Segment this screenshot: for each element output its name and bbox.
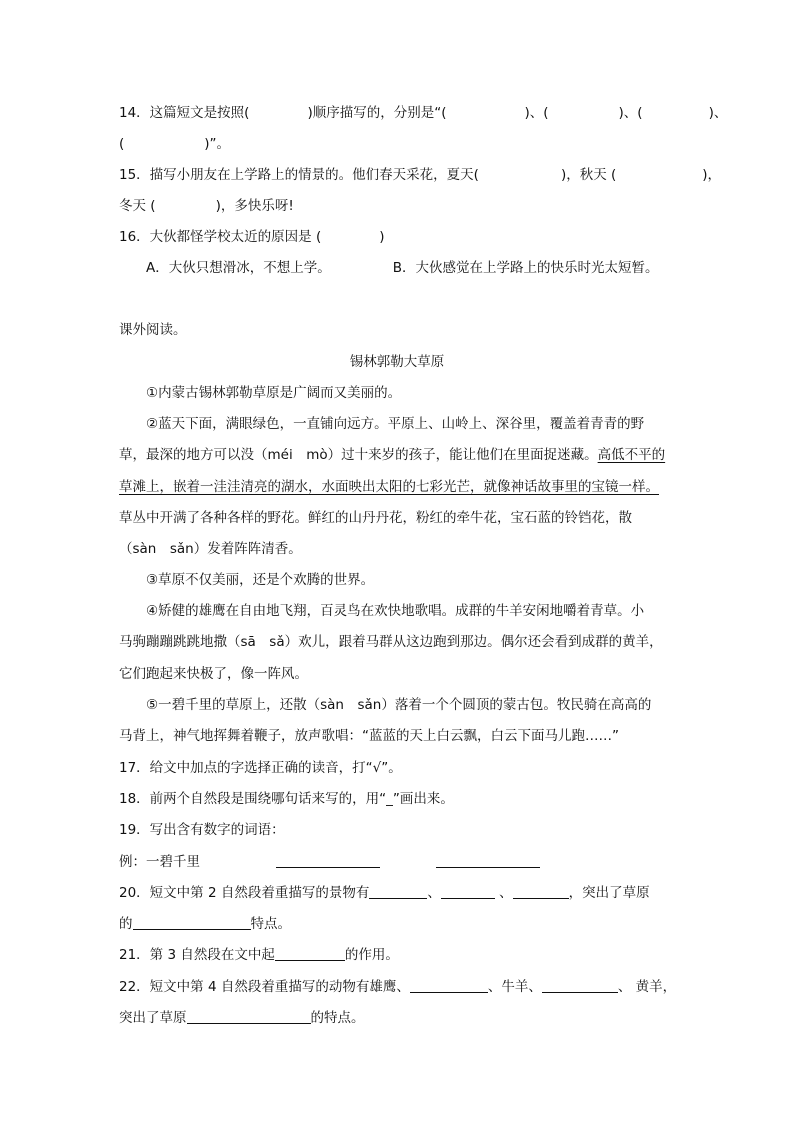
paragraph-1: ①内蒙古锡林郭勒草原是广阔而又美丽的。 — [146, 385, 402, 401]
paragraph-4-line-1: ④矫健的雄鹰在自由地飞翔，百灵鸟在欢快地歌唱。成群的牛羊安闲地嚼着青草。小 — [146, 603, 645, 619]
paragraph-5-line-1: ⑤一碧千里的草原上，还散（sàn sǎn）落着一个个圆顶的蒙古包。牧民骑在高高的 — [146, 697, 652, 713]
question-18: 18．前两个自然段是围绕哪句话来写的，用“_”画出来。 — [119, 791, 454, 807]
section-title: 课外阅读。 — [119, 322, 187, 338]
answer-blank-19-2[interactable] — [436, 853, 540, 868]
question-16-options — [146, 258, 659, 278]
paragraph-2-line-2: 草，最深的地方可以没（méi mò）过十来岁的孩子，能让他们在里面捉迷藏。高低不平的 — [119, 447, 666, 463]
answer-blank-20-3[interactable] — [513, 884, 569, 899]
question-22-line-2: 突出了草原 的特点。 — [119, 1010, 365, 1026]
option-a: A．大伙只想滑冰，不想上学。 — [146, 260, 331, 276]
question-14-line-1: 14．这篇短文是按照( )顺序描写的，分别是“( )、( )、( )、 — [119, 105, 728, 121]
option-b: B．大伙感觉在上学路上的快乐时光太短暂。 — [392, 260, 659, 276]
question-19-stem: 19．写出含有数字的词语： — [119, 822, 285, 838]
answer-blank-22-2[interactable] — [542, 978, 618, 993]
answer-blank-20-1[interactable] — [369, 884, 427, 899]
question-15-line-1: 15．描写小朋友在上学路上的情景的。他们春天采花，夏天( )，秋天 ( )， — [119, 167, 722, 183]
paragraph-2-line-4: 草丛中开满了各种各样的野花。鲜红的山丹丹花，粉红的牵牛花，宝石蓝的铃铛花，散 — [119, 510, 632, 526]
underlined-sentence: 高低不平的 — [597, 447, 666, 463]
question-22-line-1: 22．短文中第 4 自然段着重描写的动物有雄鹰、 、牛羊、 、 黄羊， — [119, 979, 677, 995]
question-21: 21．第 3 自然段在文中起 的作用。 — [119, 947, 399, 963]
question-20-line-2: 的 特点。 — [119, 916, 291, 932]
question-17: 17．给文中加点的字选择正确的读音，打“√”。 — [119, 760, 402, 776]
question-19-example-line — [119, 852, 540, 872]
passage-title: 锡林郭勒大草原 — [349, 354, 445, 370]
paragraph-4-line-3: 它们跑起来快极了，像一阵风。 — [119, 666, 308, 682]
question-14-line-2: ( )”。 — [119, 136, 231, 152]
paragraph-5-line-2: 马背上，神气地挥舞着鞭子，放声歌唱：“蓝蓝的天上白云飘，白云下面马儿跑……” — [119, 728, 619, 744]
answer-blank-20-2[interactable] — [441, 884, 495, 899]
question-15-line-2: 冬天 ( )，多快乐呀! — [119, 198, 294, 214]
answer-blank-19-1[interactable] — [276, 853, 380, 868]
paragraph-2-line-1: ②蓝天下面，满眼绿色，一直铺向远方。平原上、山岭上、深谷里，覆盖着青青的野 — [146, 416, 645, 432]
paragraph-4-line-2: 马驹蹦蹦跳跳地撒（sā sǎ）欢儿，跟着马群从这边跑到那边。偶尔还会看到成群的黄羊， — [119, 634, 663, 650]
paragraph-2-line-5: （sàn sǎn）发着阵阵清香。 — [119, 541, 302, 557]
answer-blank-22-1[interactable] — [410, 978, 488, 993]
answer-blank-21[interactable] — [275, 946, 345, 961]
question-16-stem: 16．大伙都怪学校太近的原因是 ( ) — [119, 229, 385, 245]
answer-blank-22-3[interactable] — [187, 1009, 311, 1024]
example-word: 例：一碧千里 — [119, 854, 200, 870]
paragraph-3: ③草原不仅美丽，还是个欢腾的世界。 — [146, 572, 375, 588]
paragraph-2-line-3: 草滩上，嵌着一洼洼清亮的湖水，水面映出太阳的七彩光芒，就像神话故事里的宝镜一样。 — [119, 479, 659, 495]
answer-blank-20-4[interactable] — [133, 915, 251, 930]
question-20-line-1: 20．短文中第 2 自然段着重描写的景物有 、 、 ，突出了草原 — [119, 885, 650, 901]
